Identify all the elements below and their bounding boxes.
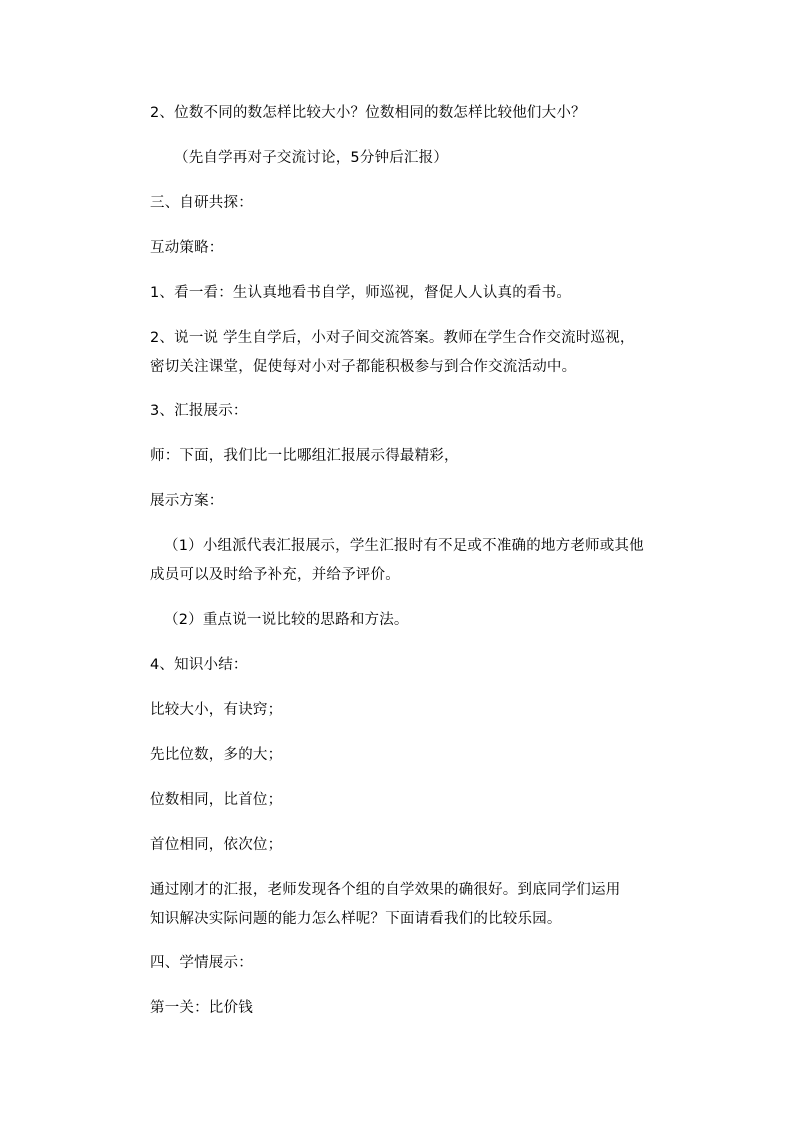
self-study-note: （先自学再对子交流讨论，5分钟后汇报） bbox=[174, 150, 449, 166]
question-2-line: 2、位数不同的数怎样比较大小？位数相同的数怎样比较他们大小？ bbox=[150, 105, 586, 121]
transition-line-1: 通过刚才的汇报，老师发现各个组的自学效果的确很好。到底同学们运用 bbox=[150, 882, 621, 898]
rhyme-line-3: 位数相同，比首位； bbox=[150, 792, 283, 808]
step-3-report: 3、汇报展示： bbox=[150, 403, 248, 419]
step-1-look: 1、看一看：生认真地看书自学，师巡视，督促人人认真的看书。 bbox=[150, 285, 572, 301]
plan-item-1-line-1: （1）小组派代表汇报展示，学生汇报时有不足或不准确的地方老师或其他 bbox=[164, 538, 644, 554]
step-2-speak-line-2: 密切关注课堂，促使每对小对子都能积极参与到合作交流活动中。 bbox=[150, 359, 577, 375]
step-2-speak-line-1: 2、说一说 学生自学后，小对子间交流答案。教师在学生合作交流时巡视， bbox=[150, 330, 635, 346]
presentation-plan-label: 展示方案： bbox=[150, 493, 224, 509]
transition-line-2: 知识解决实际问题的能力怎么样呢？下面请看我们的比较乐园。 bbox=[150, 911, 562, 927]
step-4-summary: 4、知识小结： bbox=[150, 657, 248, 673]
section-4-heading: 四、学情展示： bbox=[150, 955, 253, 971]
teacher-prompt: 师：下面，我们比一比哪组汇报展示得最精彩， bbox=[150, 448, 459, 464]
rhyme-line-1: 比较大小，有诀窍； bbox=[150, 702, 283, 718]
rhyme-line-4: 首位相同，依次位； bbox=[150, 837, 283, 853]
interaction-strategy-label: 互动策略： bbox=[150, 240, 224, 256]
level-1-heading: 第一关：比价钱 bbox=[150, 1000, 253, 1016]
rhyme-line-2: 先比位数，多的大； bbox=[150, 747, 283, 763]
plan-item-1-line-2: 成员可以及时给予补充，并给予评价。 bbox=[150, 567, 400, 583]
section-3-heading: 三、自研共探： bbox=[150, 195, 253, 211]
plan-item-2: （2）重点说一说比较的思路和方法。 bbox=[164, 612, 409, 628]
